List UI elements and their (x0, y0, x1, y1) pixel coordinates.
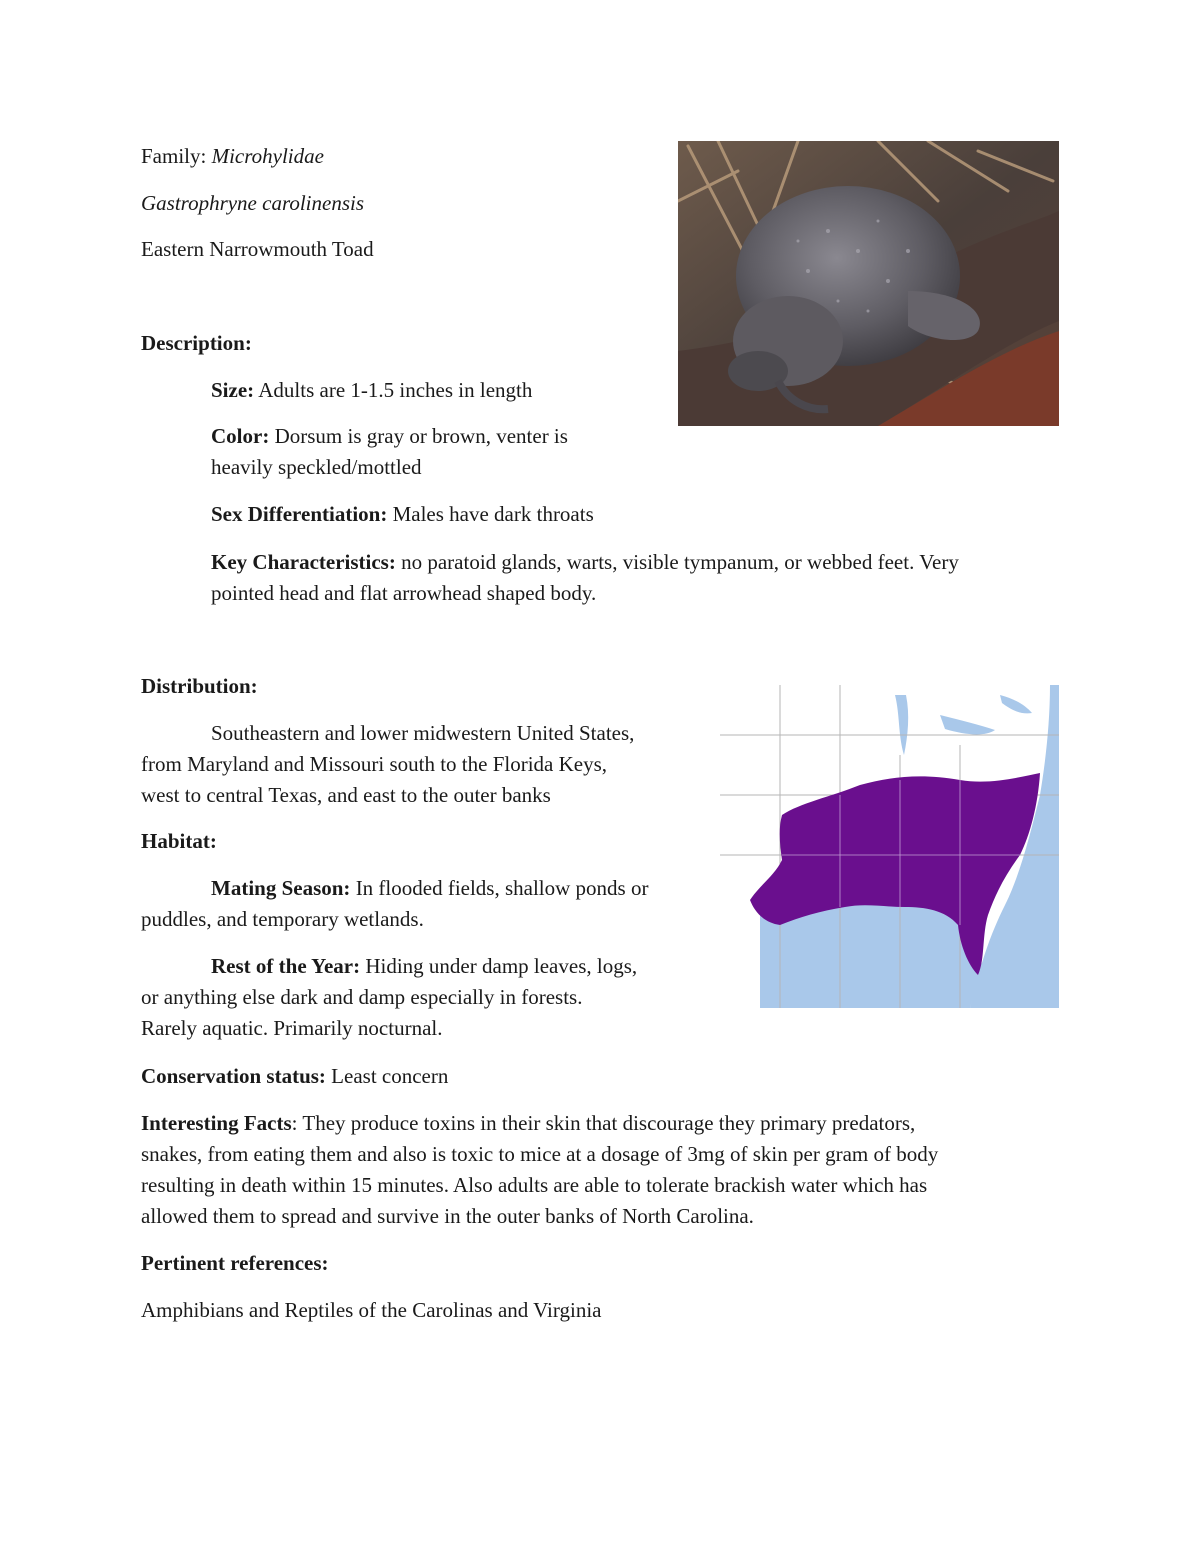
references-heading: Pertinent references: (141, 1251, 329, 1275)
range-map (720, 685, 1059, 1008)
key-line (211, 547, 959, 578)
rest-line (211, 951, 637, 982)
conservation-label: Conservation status: (141, 1064, 326, 1088)
family-value: Microhylidae (211, 144, 324, 168)
mating-label: Mating Season: (211, 876, 351, 900)
color-line-2: heavily speckled/mottled (211, 455, 422, 479)
family-label: Family: (141, 144, 212, 168)
size-line (211, 375, 532, 406)
family-line (141, 141, 324, 172)
distribution-line-3: west to central Texas, and east to the outer banks (141, 783, 551, 807)
key-text: no paratoid glands, warts, visible tympanum, or webbed feet. Very (395, 550, 959, 574)
distribution-line-1: Southeastern and lower midwestern United States, (211, 721, 635, 745)
key-label: Key Characteristics: (211, 550, 396, 574)
size-label: Size: (211, 378, 255, 402)
facts-line-2: snakes, from eating them and also is toxic to mice at a dosage of 3mg of skin per gram of body (141, 1142, 939, 1166)
rest-line-2: or anything else dark and damp especially in forests. (141, 985, 583, 1009)
mating-line (211, 873, 648, 904)
distribution-heading: Distribution: (141, 674, 258, 698)
color-label: Color: (211, 424, 270, 448)
conservation-line (141, 1061, 448, 1092)
facts-line-1 (141, 1108, 915, 1139)
facts-label: Interesting Facts (141, 1111, 292, 1135)
rest-label: Rest of the Year: (211, 954, 361, 978)
mating-line-2: puddles, and temporary wetlands. (141, 907, 424, 931)
sex-text: Males have dark throats (387, 502, 594, 526)
key-line-2: pointed head and flat arrowhead shaped body. (211, 581, 597, 605)
color-line (211, 421, 568, 452)
rest-text: Hiding under damp leaves, logs, (360, 954, 638, 978)
habitat-heading: Habitat: (141, 829, 217, 853)
facts-text: : They produce toxins in their skin that discourage they primary predators, (291, 1111, 916, 1135)
mating-text: In flooded fields, shallow ponds or (350, 876, 649, 900)
sex-line (211, 499, 594, 530)
size-text: Adults are 1-1.5 inches in length (254, 378, 533, 402)
description-heading: Description: (141, 331, 252, 355)
distribution-line-2: from Maryland and Missouri south to the Florida Keys, (141, 752, 608, 776)
common-name: Eastern Narrowmouth Toad (141, 237, 374, 261)
sex-label: Sex Differentiation: (211, 502, 388, 526)
rest-line-3: Rarely aquatic. Primarily nocturnal. (141, 1016, 443, 1040)
facts-line-4: allowed them to spread and survive in the outer banks of North Carolina. (141, 1204, 754, 1228)
conservation-value: Least concern (325, 1064, 449, 1088)
color-text: Dorsum is gray or brown, venter is (269, 424, 568, 448)
toad-photo (678, 141, 1059, 426)
facts-line-3: resulting in death within 15 minutes. Also adults are able to tolerate brackish water which has (141, 1173, 928, 1197)
reference-item: Amphibians and Reptiles of the Carolinas and Virginia (141, 1298, 602, 1322)
scientific-name: Gastrophryne carolinensis (141, 191, 365, 215)
